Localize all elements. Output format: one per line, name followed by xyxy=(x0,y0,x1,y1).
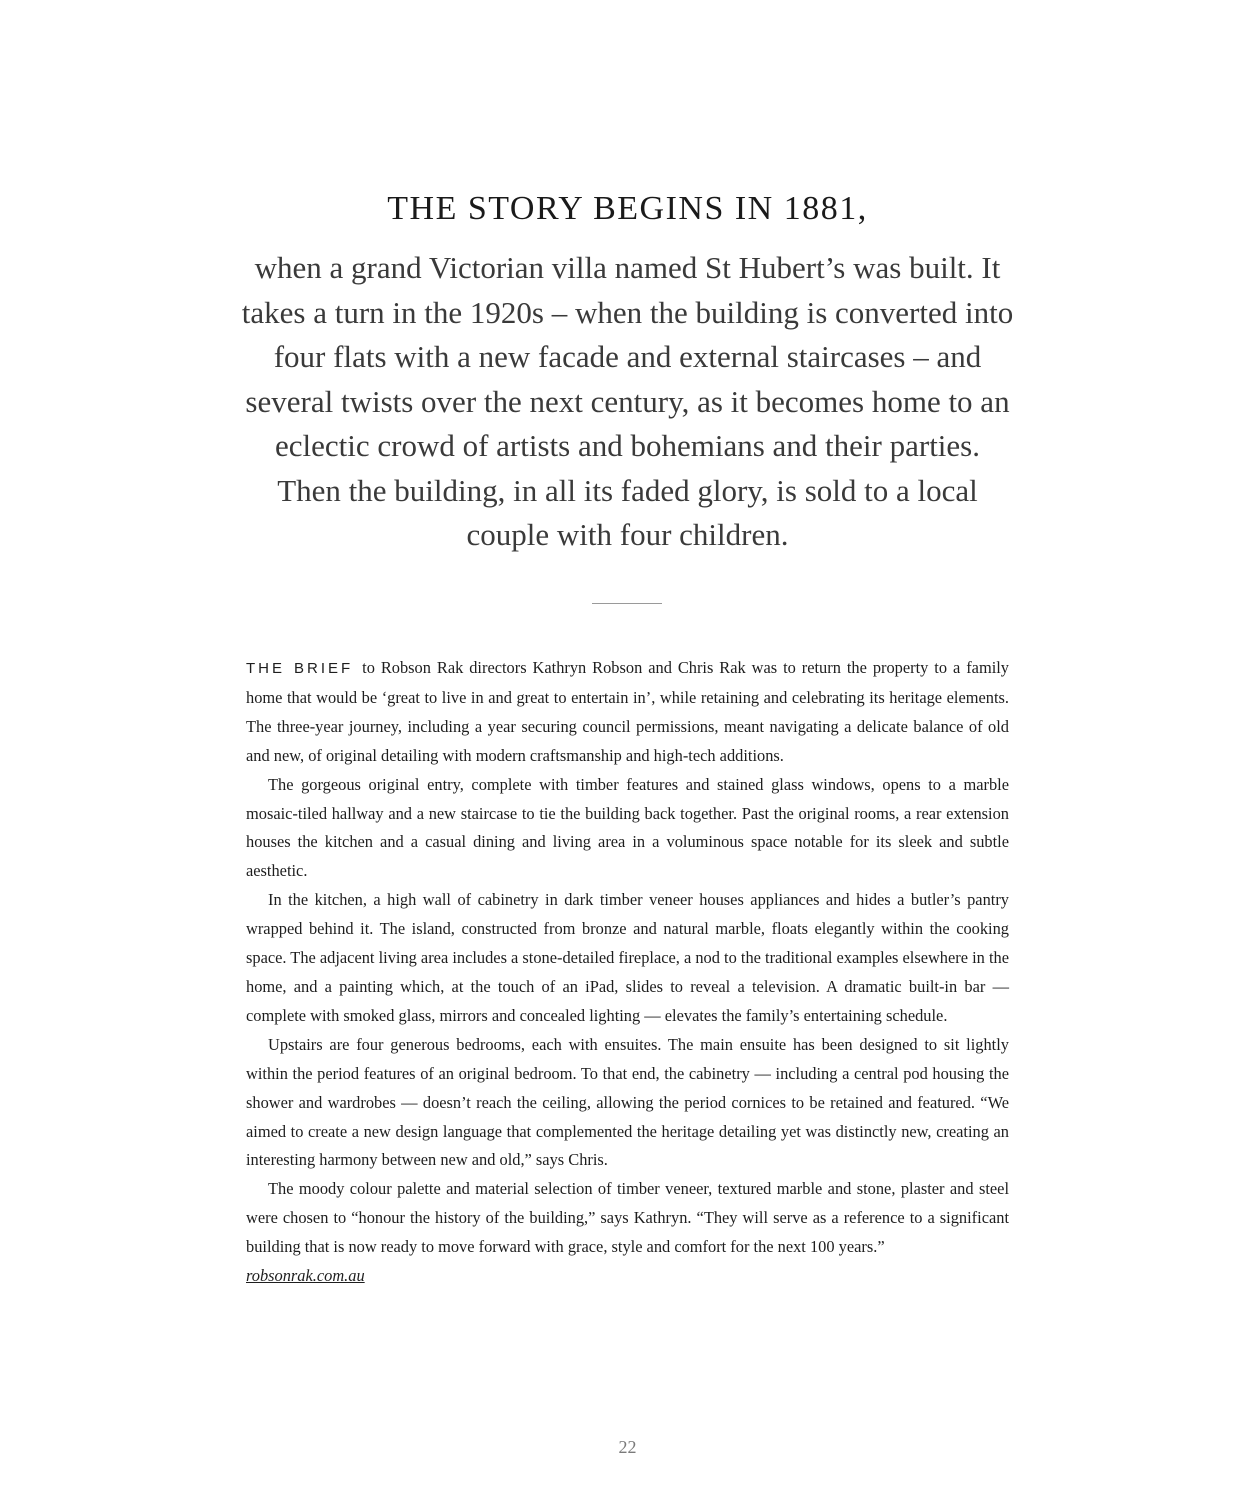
kicker: THE BRIEF xyxy=(246,660,354,677)
page-number: 22 xyxy=(618,1437,637,1457)
headline: THE STORY BEGINS IN 1881, xyxy=(387,190,868,227)
divider-rule xyxy=(592,603,662,604)
link-line xyxy=(246,1262,1009,1291)
article-paragraph-4: Upstairs are four generous bedrooms, each with ensuites. The main ensuite has been designed to sit lightly within the period features of an original bedroom. To that end, the cabinetry — including a central pod housing the shower and wardrobes — doesn’t reach the ceiling, allowing the period cornices to be retained and featured. “We aimed to create a new design language that complemented the heritage detailing yet was distinctly new, creating an interesting harmony between new and old,” says Chris. xyxy=(246,1034,1009,1170)
article-body xyxy=(246,654,1009,1291)
article-paragraph-1 xyxy=(246,654,1009,771)
website-link[interactable]: robsonrak.com.au xyxy=(246,1266,365,1286)
article-paragraph-2: The gorgeous original entry, complete with timber features and stained glass windows, opens to a marble mosaic-tiled hallway and a new staircase to tie the building back together. Past the original rooms, a rear extension houses the kitchen and a casual dining and living area in a voluminous space notable for its sleek and subtle aesthetic. xyxy=(246,774,1009,881)
standfirst: when a grand Victorian villa named St Hubert’s was built. It takes a turn in the 1920s – when the building is converted into four flats with a new facade and external staircases – and several twists over the next century, as it becomes home to an eclectic crowd of artists and bohemians and their parties. Then the building, in all its faded glory, is sold to a local couple with four children. xyxy=(241,250,1014,552)
paragraph-text: to Robson Rak directors Kathryn Robson and Chris Rak was to return the property to a family home that would be ‘great to live in and great to entertain in’, while retaining and celebrating its heritage elements. The three-year journey, including a year securing council permissions, meant navigating a delicate balance of old and new, of original detailing with modern craftsmanship and high-tech additions. xyxy=(246,658,1009,765)
article-paragraph-5: The moody colour palette and material selection of timber veneer, textured marble and stone, plaster and steel were chosen to “honour the history of the building,” says Kathryn. “They will serve as a reference to a significant building that is now ready to move forward with grace, style and comfort for the next 100 years.” xyxy=(246,1179,1009,1257)
article-paragraph-3: In the kitchen, a high wall of cabinetry in dark timber veneer houses appliances and hides a butler’s pantry wrapped behind it. The island, constructed from bronze and natural marble, floats elegantly within the cooking space. The adjacent living area includes a stone-detailed fireplace, a nod to the traditional examples elsewhere in the home, and a painting which, at the touch of an iPad, slides to reveal a television. A dramatic built-in bar — complete with smoked glass, mirrors and concealed lighting — elevates the family’s entertaining schedule. xyxy=(246,890,1009,1025)
